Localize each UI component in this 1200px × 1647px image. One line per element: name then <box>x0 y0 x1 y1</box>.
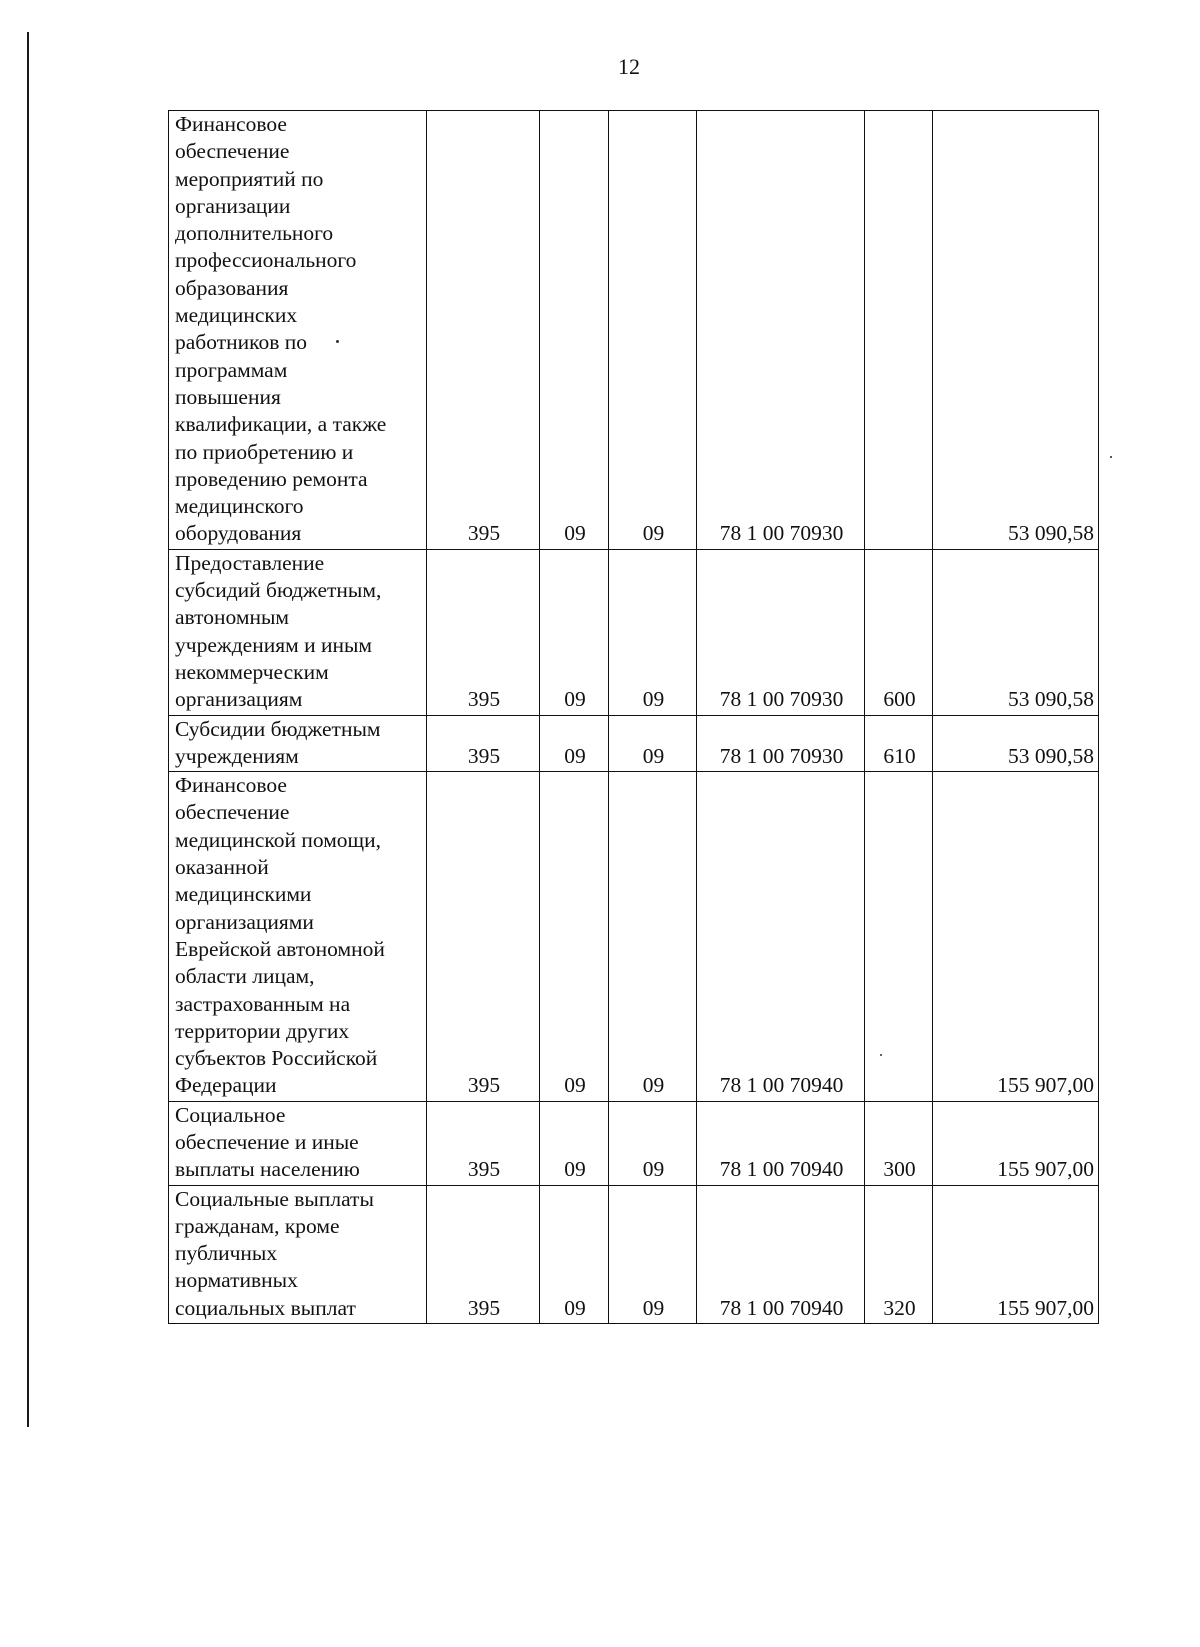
ministry-code-cell: 395 <box>427 1185 540 1323</box>
page-number: 12 <box>618 54 640 79</box>
ministry-code-cell: 395 <box>427 549 540 715</box>
row-name-cell: Предоставление субсидий бюджетным, автономным учреждениям и иным некоммерческим организациям <box>169 549 427 715</box>
ministry-code-cell: 395 <box>427 772 540 1102</box>
amount-cell: 53 090,58 <box>933 111 1099 550</box>
target-item-code-cell: 78 1 00 70940 <box>697 772 865 1102</box>
table-row <box>169 549 1099 715</box>
subsection-code-cell: 09 <box>609 772 697 1102</box>
amount-cell: 155 907,00 <box>933 772 1099 1102</box>
row-name-cell: Финансовое обеспечение медицинской помощи, оказанной медицинскими организациями Еврейской автономной области лицам, застрахованным на территории других субъектов Российской Федерации <box>169 772 427 1102</box>
target-item-code-cell: 78 1 00 70930 <box>697 549 865 715</box>
subsection-code-cell: 09 <box>609 111 697 550</box>
expense-type-code-cell: 610 <box>865 715 933 772</box>
ministry-code-cell: 395 <box>427 111 540 550</box>
amount-cell: 155 907,00 <box>933 1101 1099 1185</box>
section-code-cell: 09 <box>540 1185 609 1323</box>
section-code-cell: 09 <box>540 772 609 1102</box>
table-row <box>169 715 1099 772</box>
expense-type-code-cell <box>865 111 933 550</box>
target-item-code-cell: 78 1 00 70940 <box>697 1185 865 1323</box>
table-row <box>169 111 1099 550</box>
row-name-cell: Социальные выплаты гражданам, кроме публичных нормативных социальных выплат <box>169 1185 427 1323</box>
table-row <box>169 772 1099 1102</box>
expense-type-code-cell: 320 <box>865 1185 933 1323</box>
table-body <box>169 111 1099 1324</box>
target-item-code-cell: 78 1 00 70930 <box>697 111 865 550</box>
subsection-code-cell: 09 <box>609 1185 697 1323</box>
ministry-code-cell: 395 <box>427 715 540 772</box>
expense-type-code-cell <box>865 772 933 1102</box>
row-name-cell: Социальное обеспечение и иные выплаты населению <box>169 1101 427 1185</box>
expense-type-code-cell: 300 <box>865 1101 933 1185</box>
target-item-code-cell: 78 1 00 70930 <box>697 715 865 772</box>
table-row <box>169 1101 1099 1185</box>
amount-cell: 53 090,58 <box>933 715 1099 772</box>
budget-table <box>168 110 1099 1324</box>
subsection-code-cell: 09 <box>609 715 697 772</box>
section-code-cell: 09 <box>540 1101 609 1185</box>
row-name-cell: Субсидии бюджетным учреждениям <box>169 715 427 772</box>
target-item-code-cell: 78 1 00 70940 <box>697 1101 865 1185</box>
amount-cell: 53 090,58 <box>933 549 1099 715</box>
subsection-code-cell: 09 <box>609 549 697 715</box>
section-code-cell: 09 <box>540 111 609 550</box>
left-margin-line <box>27 32 29 1427</box>
subsection-code-cell: 09 <box>609 1101 697 1185</box>
section-code-cell: 09 <box>540 715 609 772</box>
row-name-cell: Финансовое обеспечение мероприятий по организации дополнительного профессионального образования медицинских работников по программам повышения квалификации, а также по приобретению и проведению ремонта медицинского оборудования <box>169 111 427 550</box>
table-row <box>169 1185 1099 1323</box>
ministry-code-cell: 395 <box>427 1101 540 1185</box>
section-code-cell: 09 <box>540 549 609 715</box>
expense-type-code-cell: 600 <box>865 549 933 715</box>
scan-speck <box>1110 456 1112 458</box>
amount-cell: 155 907,00 <box>933 1185 1099 1323</box>
